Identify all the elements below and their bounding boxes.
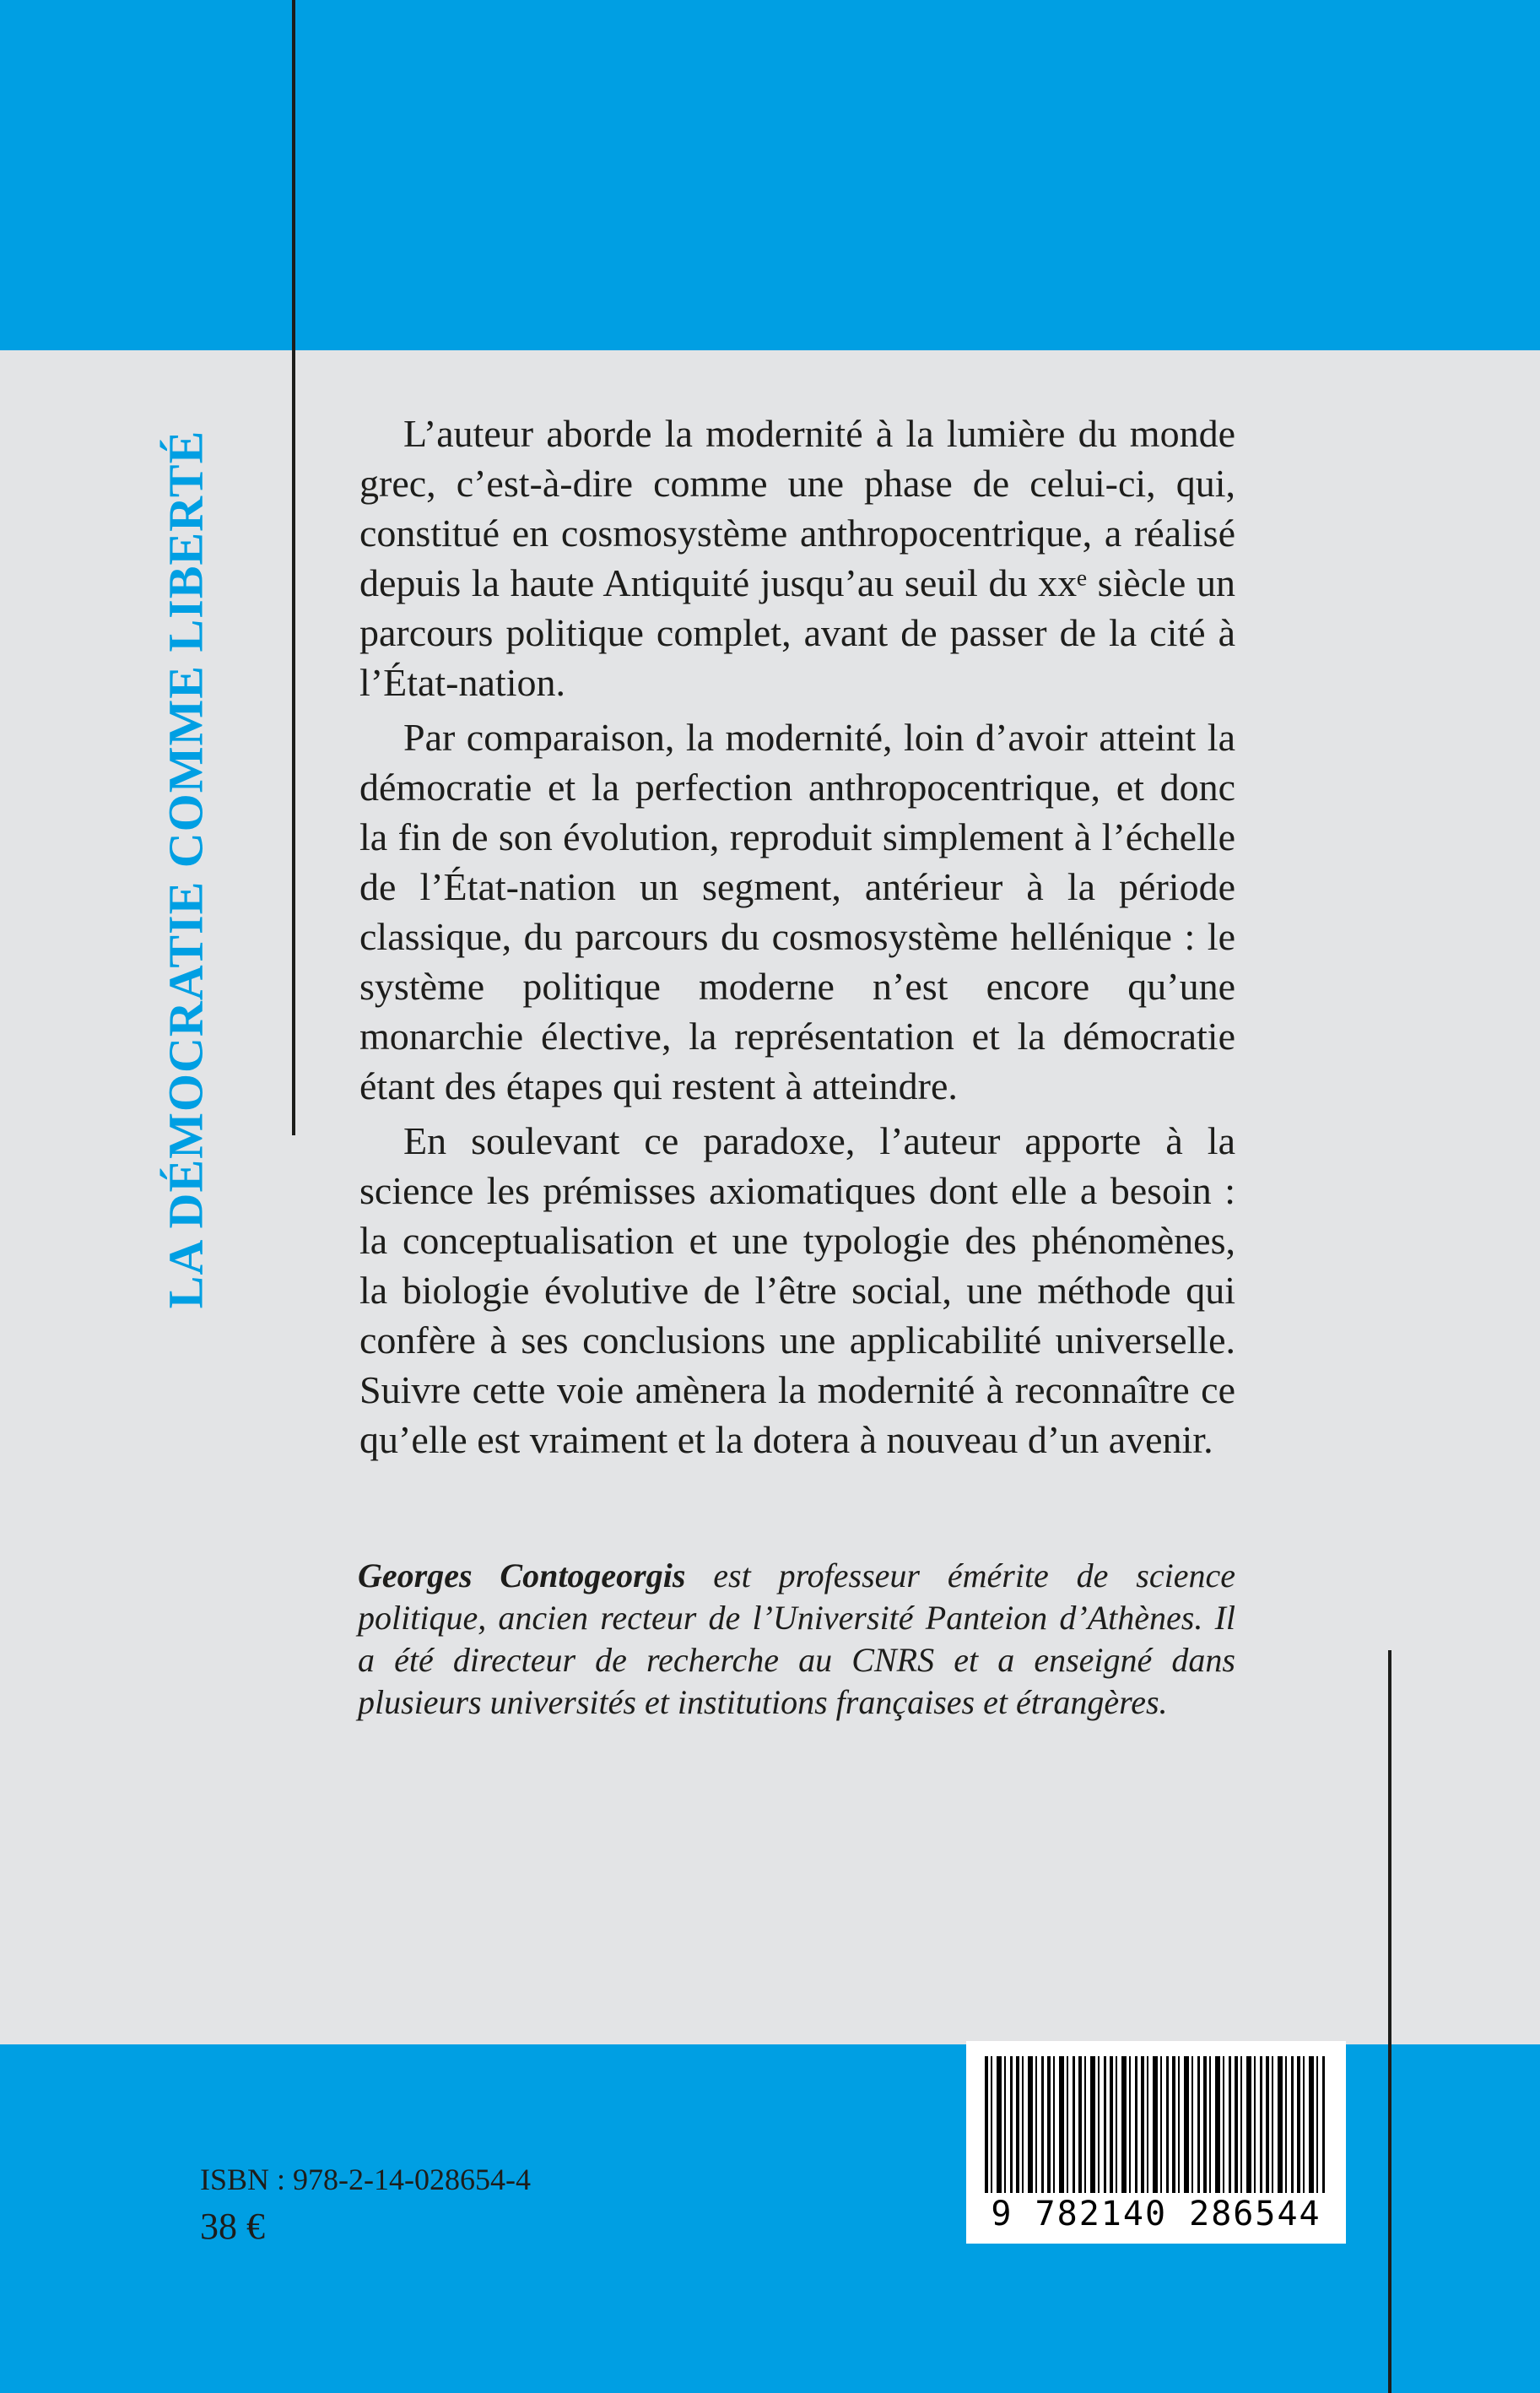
author-name: Georges Contogeorgis (358, 1557, 686, 1594)
barcode (966, 2041, 1346, 2244)
price-label: 38 € (200, 2206, 265, 2247)
barcode-digits: 9 782140 286544 (991, 2195, 1321, 2233)
barcode-bars (985, 2056, 1326, 2193)
author-bio-text: est professeur émérite de science politique, ancien recteur de l’Université Panteion d’Athènes. Il a été directeur de recherche au CNRS et a enseigné dans plusieurs universités et institutions françaises et étrangères. (358, 1557, 1235, 1721)
blurb-paragraph: En soulevant ce paradoxe, l’auteur apporte à la science les prémisses axiomatiques dont elle a besoin : la conceptualisation et une typologie des phénomènes, la biologie évolutive de l’être social, une méthode qui confère à ses conclusions une applicabilité universelle. Suivre cette voie amènera la modernité à reconnaître ce qu’elle est vraiment et la dotera à nouveau d’un avenir. (359, 1119, 1235, 1461)
top-color-band (0, 0, 1540, 350)
author-bio (358, 1555, 1235, 1724)
right-divider-line (1388, 1650, 1391, 2393)
back-cover-blurb (359, 409, 1235, 1470)
spine-title: LA DÉMOCRATIE COMME LIBERTÉ (158, 430, 213, 1309)
spine-divider-line (292, 0, 295, 1135)
isbn-label: ISBN : 978-2-14-028654-4 (200, 2163, 531, 2196)
blurb-paragraph: Par comparaison, la modernité, loin d’avoir atteint la démocratie et la perfection anthropocentrique, et donc la fin de son évolution, reproduit simplement à l’échelle de l’État-nation un segment, antérieur à la période classique, du parcours du cosmosystème hellénique : le système politique moderne n’est encore qu’une monarchie élective, la représentation et la démocratie étant des étapes qui restent à atteindre. (359, 716, 1235, 1107)
blurb-paragraph: L’auteur aborde la modernité à la lumière du monde grec, c’est-à-dire comme une phase de celui-ci, qui, constitué en cosmosystème anthropocentrique, a réalisé depuis la haute Antiquité jusqu’au seuil du xxᵉ siècle un parcours politique complet, avant de passer de la cité à l’État-nation. (359, 412, 1235, 704)
